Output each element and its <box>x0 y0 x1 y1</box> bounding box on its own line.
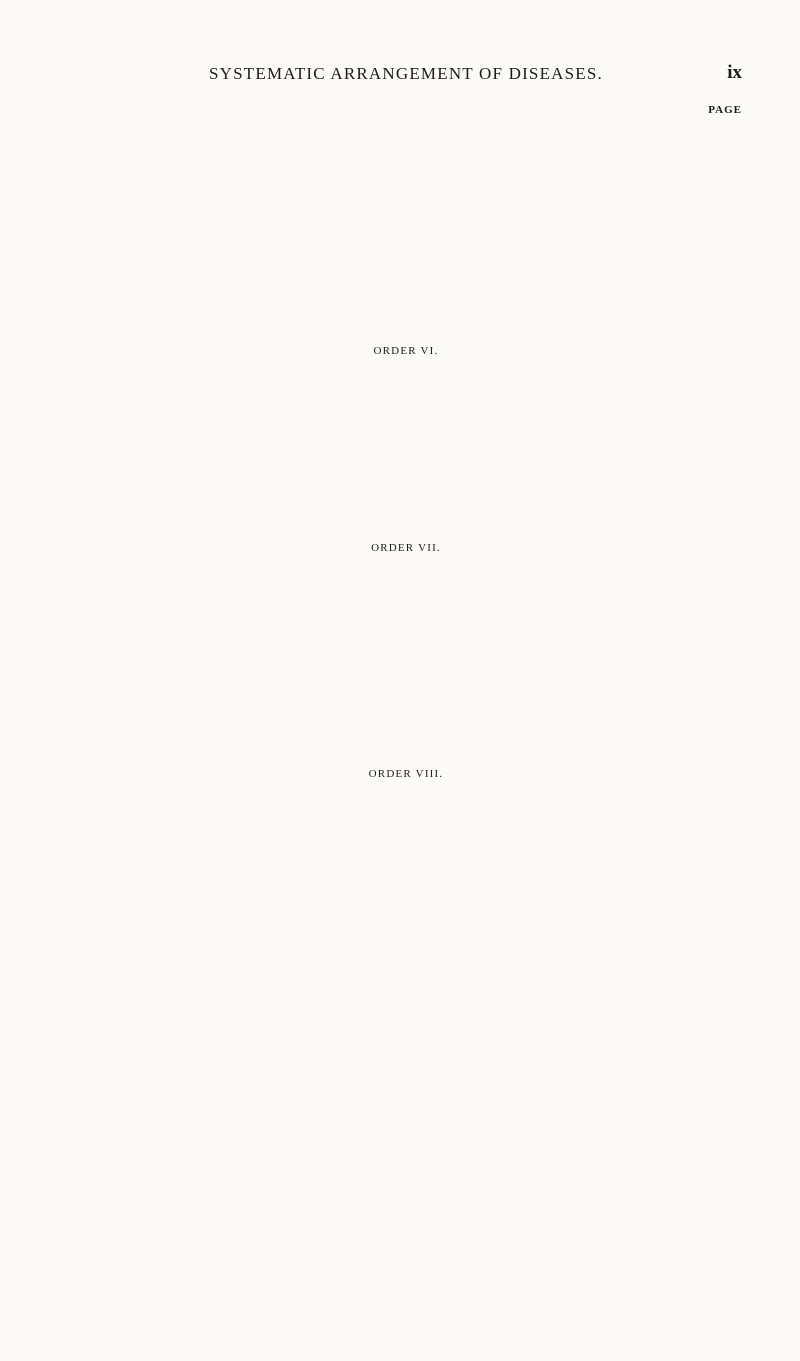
order-heading: ORDER VIII. <box>368 768 444 780</box>
order-vi <box>70 342 742 363</box>
order-viii <box>70 765 742 786</box>
page-number: ix <box>727 62 742 83</box>
order-heading: ORDER VI. <box>373 345 439 357</box>
order-heading: ORDER VII. <box>371 542 441 554</box>
order-vii <box>70 539 742 560</box>
page-column-label: PAGE <box>708 104 742 116</box>
running-head: SYSTEMATIC ARRANGEMENT OF DISEASES. <box>208 64 603 83</box>
